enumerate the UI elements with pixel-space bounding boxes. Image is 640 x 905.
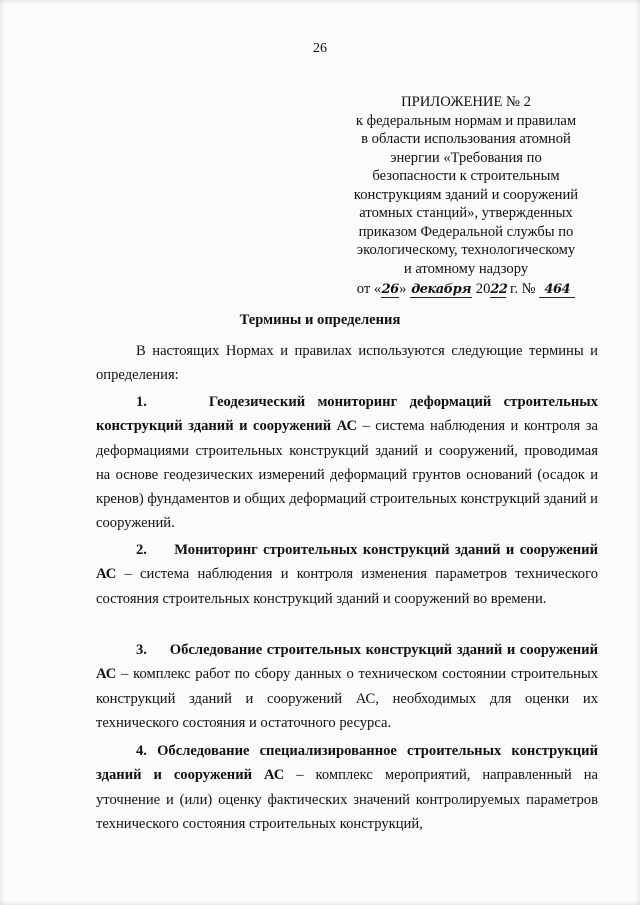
definition-2-text: – система наблюдения и контроля изменения параметров технического состояния строительных конструкций зданий и сооружений во времени. xyxy=(96,566,598,607)
date-day-handwritten: 26 xyxy=(381,282,399,297)
definition-4 xyxy=(96,739,598,836)
definition-3-text: – комплекс работ по сбору данных о техническом состоянии строительных конструкций зданий и сооружений АС, необходимых для оценки их технического состояния и остаточного ресурса. xyxy=(96,666,598,731)
date-quote-close: » xyxy=(399,281,407,297)
date-year-end: г. № xyxy=(506,281,536,297)
date-year-handwritten: 22 xyxy=(490,282,508,297)
page-number: 26 xyxy=(313,41,327,56)
appendix-line-5: конструкциям зданий и сооружений xyxy=(353,186,579,203)
definition-2-term: Мониторинг строительных конструкций зданий и сооружений АС xyxy=(96,542,598,583)
date-prefix: от « xyxy=(356,281,382,297)
appendix-line-8: экологическому, технологическому xyxy=(356,242,576,258)
definition-3-number: 3. xyxy=(136,642,147,658)
appendix-title: ПРИЛОЖЕНИЕ № 2 xyxy=(401,94,531,110)
appendix-block xyxy=(328,93,604,299)
appendix-line-2: в области использования атомной xyxy=(361,131,571,147)
appendix-line-9: и атомному надзору xyxy=(403,260,529,277)
definition-4-term: Обследование специализированное строительных конструкций зданий и сооружений АС xyxy=(96,743,598,784)
intro-paragraph: В настоящих Нормах и правилах используются следующие термины и определения: xyxy=(96,343,598,384)
appendix-line-3: энергии «Требования по xyxy=(390,149,542,166)
definition-1 xyxy=(96,390,598,536)
definition-4-number: 4. xyxy=(136,743,147,759)
definition-4-text: – комплекс мероприятий, направленный на уточнение и (или) оценку фактических значений контролируемых параметров технического состояния строительных конструкций, xyxy=(96,767,598,832)
appendix-line-6: атомных станций», утвержденных xyxy=(359,205,573,221)
appendix-line-1: к федеральным нормам и правилам xyxy=(355,112,577,129)
definition-2-number: 2. xyxy=(136,542,147,558)
definition-1-text: – система наблюдения и контроля за деформациями строительных конструкций зданий и сооружений, проводимая на основе геодезических измерений деформаций грунтов оснований (осадок и кренов) фундаментов и общих деформаций строительных конструкций зданий и сооружений. xyxy=(96,418,598,532)
definition-3-term: Обследование строительных конструкций зданий и сооружений АС xyxy=(96,642,598,683)
definition-1-term: Геодезический мониторинг деформаций строительных конструкций зданий и сооружений АС xyxy=(96,394,598,435)
date-year-prefix: 20 xyxy=(475,281,491,297)
definition-3 xyxy=(96,638,598,735)
date-month-handwritten: декабря xyxy=(411,282,472,297)
definition-2 xyxy=(96,538,598,611)
order-date-line xyxy=(328,280,604,299)
appendix-line-4: безопасности к строительным xyxy=(372,168,560,184)
appendix-line-7: приказом Федеральной службы по xyxy=(358,223,574,240)
order-number-handwritten: 464 xyxy=(539,282,575,298)
definition-1-number: 1. xyxy=(136,394,147,410)
section-heading: Термины и определения xyxy=(239,312,401,328)
